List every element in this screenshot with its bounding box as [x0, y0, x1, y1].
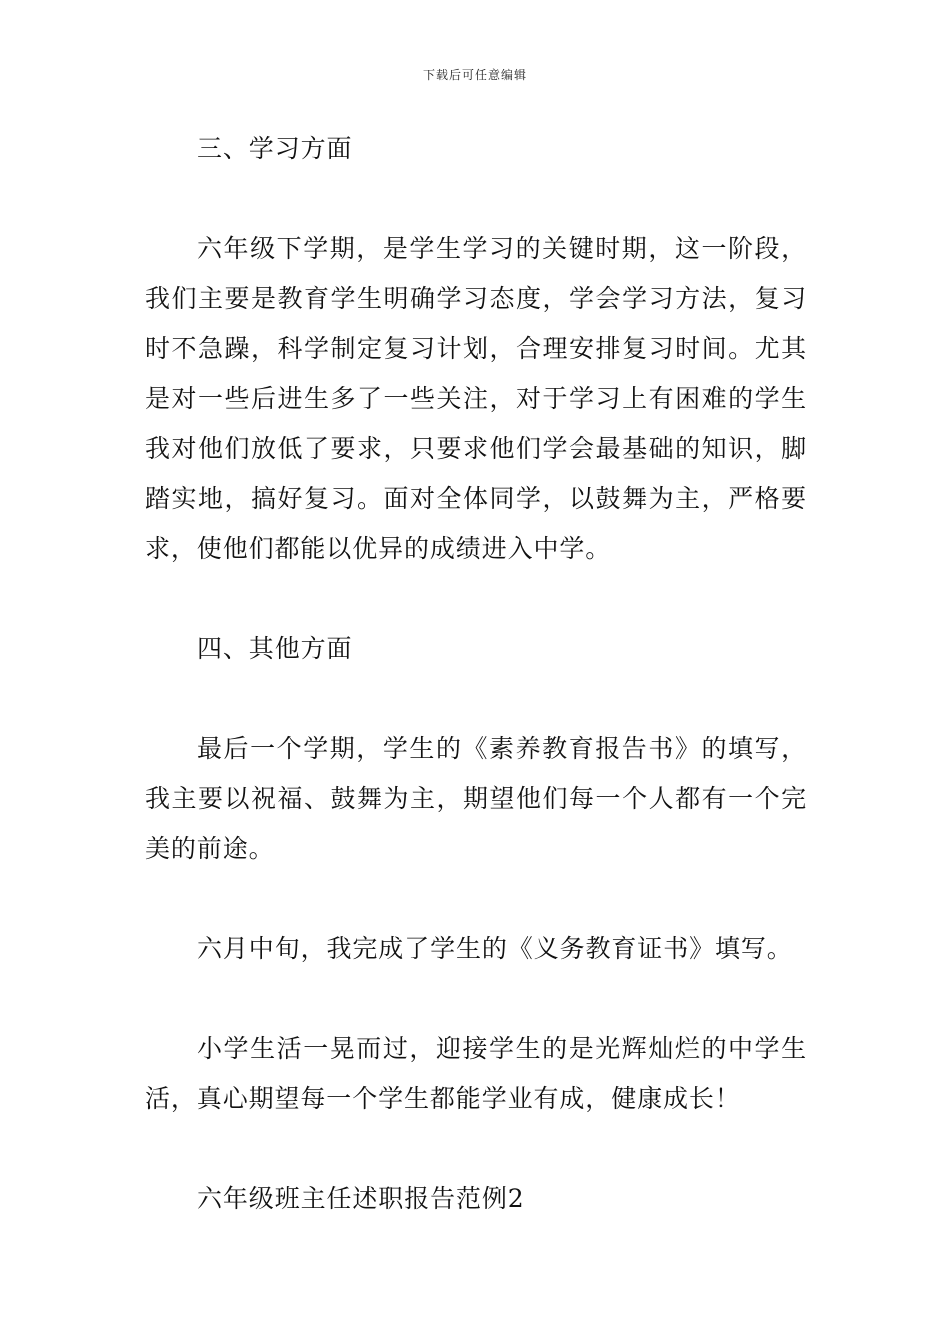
- paragraph-spacer: [145, 174, 807, 224]
- paragraph-farewell: 小学生活一晃而过，迎接学生的是光辉灿烂的中学生活，真心期望每一个学生都能学业有成，健康成长！: [145, 1034, 807, 1113]
- paragraph-spacer: [145, 974, 807, 1024]
- paragraph-report: 最后一个学期，学生的《素养教育报告书》的填写，我主要以祝福、鼓舞为主，期望他们每一个人都有一个完美的前途。: [145, 734, 807, 863]
- paragraph-study: 六年级下学期，是学生学习的关键时期，这一阶段，我们主要是教育学生明确学习态度，学会学习方法，复习时不急躁，科学制定复习计划，合理安排复习时间。尤其是对一些后进生多了一些关注，对于学习上有困难的学生我对他们放低了要求，只要求他们学会最基础的知识，脚踏实地，搞好复习。面对全体同学，以鼓舞为主，严格要求，使他们都能以优异的成绩进入中学。: [145, 234, 807, 563]
- next-report-title: 六年级班主任述职报告范例2: [197, 1184, 525, 1213]
- section-heading-other: 四、其他方面: [197, 634, 353, 663]
- paragraph-spacer: [145, 874, 807, 924]
- paragraph-spacer: [145, 1124, 807, 1174]
- paragraph-spacer: [145, 574, 807, 624]
- document-body: [145, 124, 807, 1224]
- paragraph-spacer: [145, 674, 807, 724]
- section-heading-study: 三、学习方面: [197, 134, 353, 163]
- paragraph-certificate: 六月中旬，我完成了学生的《义务教育证书》填写。: [197, 934, 793, 963]
- page-header-note: 下载后可任意编辑: [422, 68, 527, 82]
